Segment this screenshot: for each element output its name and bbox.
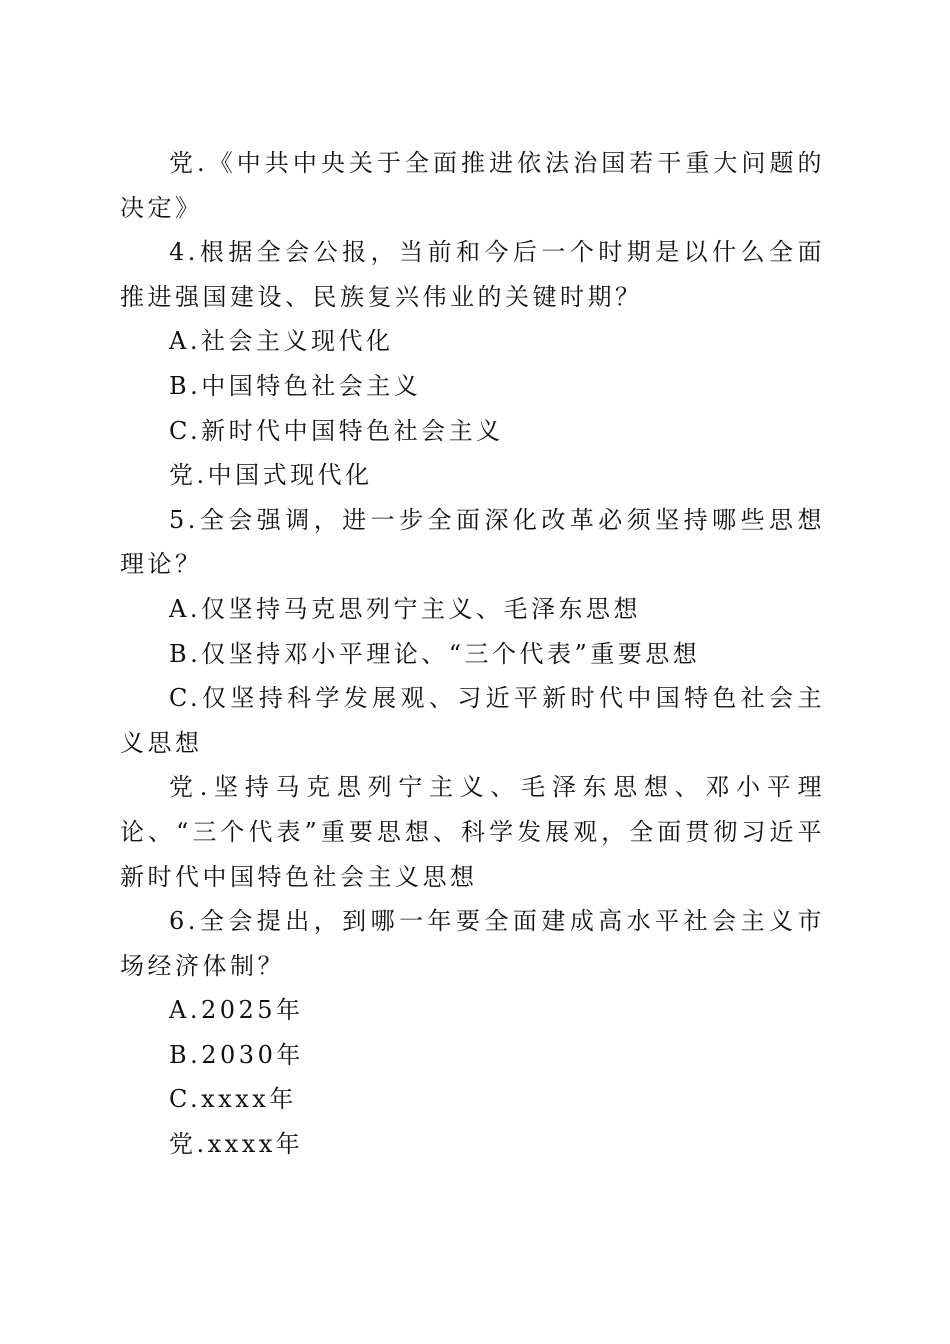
answer-d-q4: 党.中国式现代化 bbox=[169, 461, 373, 490]
option-b-q4: B.中国特色社会主义 bbox=[169, 371, 422, 400]
option-c-q5: C.仅坚持科学发展观、习近平新时代中国特色社会主义思想 bbox=[120, 684, 825, 757]
question-5: 5.全会强调，进一步全面深化改革必须坚持哪些思想理论？ bbox=[120, 505, 825, 579]
option-b-q5: B.仅坚持邓小平理论、“三个代表”重要思想 bbox=[169, 639, 701, 668]
option-c-q6: C.xxxx年 bbox=[169, 1085, 297, 1114]
answer-d-q5: 党.坚持马克思列宁主义、毛泽东思想、邓小平理论、“三个代表”重要思想、科学发展观，全面贯彻习近平新时代中国特色社会主义思想 bbox=[120, 773, 825, 891]
option-a-q5: A.仅坚持马克思列宁主义、毛泽东思想 bbox=[169, 594, 641, 623]
option-c-q4: C.新时代中国特色社会主义 bbox=[169, 416, 504, 445]
answer-d-q6: 党.xxxx年 bbox=[169, 1130, 304, 1159]
option-a-q4: A.社会主义现代化 bbox=[169, 327, 394, 356]
document-body bbox=[120, 141, 825, 1167]
question-6: 6.全会提出，到哪一年要全面建成高水平社会主义市场经济体制？ bbox=[120, 907, 825, 980]
answer-d-q3: 党.《中共中央关于全面推进依法治国若干重大问题的决定》 bbox=[120, 149, 825, 222]
option-a-q6: A.2025年 bbox=[169, 996, 304, 1025]
option-b-q6: B.2030年 bbox=[169, 1040, 304, 1069]
question-4: 4.根据全会公报，当前和今后一个时期是以什么全面推进强国建设、民族复兴伟业的关键时期？ bbox=[120, 238, 825, 311]
